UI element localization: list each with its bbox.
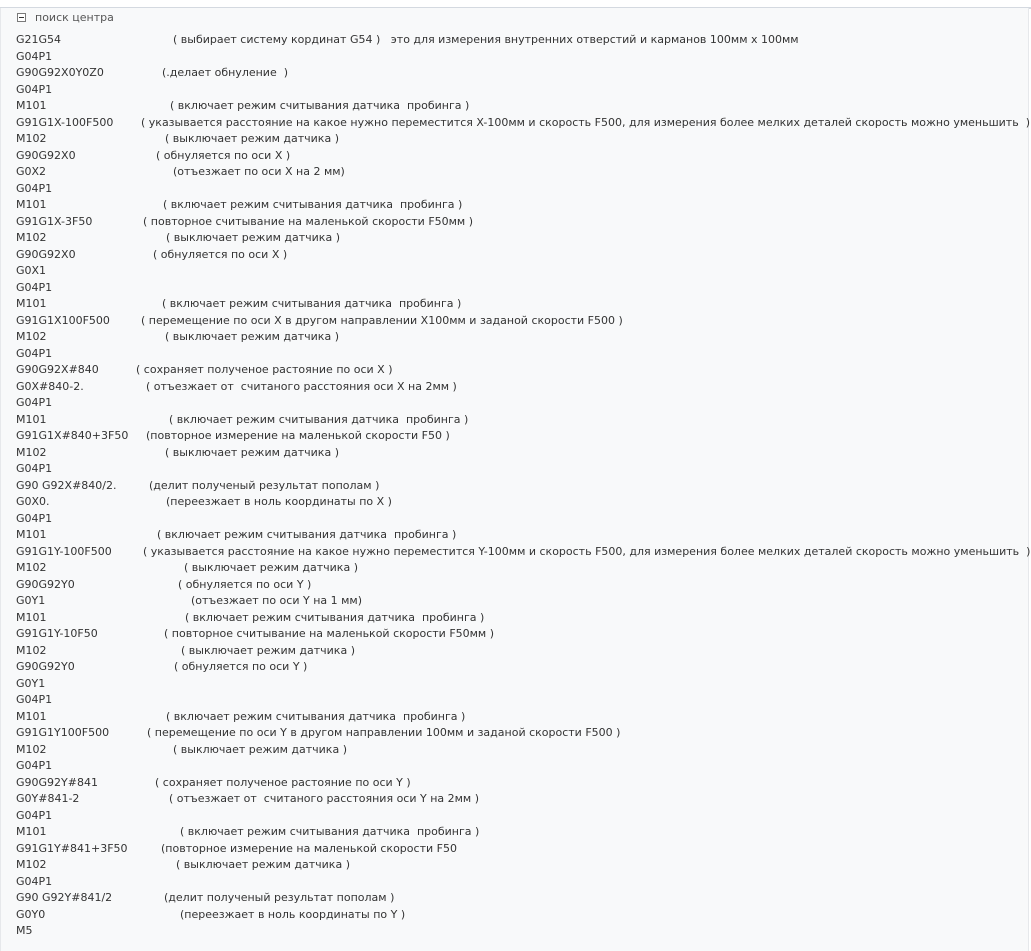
- code-line: [16, 49, 1021, 66]
- gcode-comment: ( обнуляется по оси Х ): [156, 148, 291, 162]
- gcode-command: G91G1X-100F500: [16, 115, 114, 129]
- gcode-command: M101: [16, 412, 47, 426]
- code-line: [16, 296, 1021, 313]
- code-line: [16, 346, 1021, 363]
- code-line: [16, 395, 1021, 412]
- gcode-comment: ( выключает режим датчика ): [173, 742, 347, 756]
- gcode-command: G90G92Y0: [16, 660, 75, 673]
- gcode-command: G0X2: [16, 165, 47, 178]
- code-line: [16, 230, 1021, 247]
- gcode-comment: ( отъезжает от считаного расстояния оси Y на 2мм ): [169, 792, 480, 805]
- gcode-comment: ( отъезжает от считаного расстояния оси Х на 2мм ): [146, 379, 457, 393]
- gcode-comment: (переезжает в ноль координаты по Х ): [166, 495, 392, 508]
- code-line: [16, 593, 1021, 610]
- code-line: [16, 923, 1021, 940]
- code-line: [16, 428, 1021, 445]
- gcode-comment: ( включает режим считывания датчика пробинга ): [163, 198, 463, 211]
- gcode-command: G0Y#841-2: [16, 792, 80, 805]
- gcode-command: G90G92X0: [16, 247, 76, 261]
- spoiler-header[interactable]: [17, 10, 114, 24]
- gcode-comment: (отъезжает по оси Y на 1 мм): [191, 594, 363, 607]
- gcode-comment: ( выбирает систему кординат G54 ) это для измерения внутренних отверстий и карманов 100мм х 100мм: [173, 33, 799, 46]
- code-line: [16, 659, 1021, 676]
- code-line: [16, 65, 1021, 82]
- gcode-comment: (.делает обнуление ): [162, 66, 289, 79]
- gcode-comment: ( обнуляется по оси Y ): [174, 660, 308, 673]
- code-line: [16, 494, 1021, 511]
- code-line: [16, 626, 1021, 643]
- gcode-command: G04P1: [16, 396, 53, 409]
- gcode-command: M102: [16, 445, 47, 459]
- gcode-comment: ( включает режим считывания датчика пробинга ): [170, 99, 470, 112]
- code-line: [16, 98, 1021, 115]
- code-line: [16, 874, 1021, 891]
- gcode-comment: (отъезжает по оси Х на 2 мм): [173, 165, 345, 178]
- gcode-listing: [16, 32, 1031, 940]
- gcode-comment: ( указывается расстояние на какое нужно переместится Y-100мм и скорость F500, для измерения более мелких деталей скорость можно уменьшить ): [143, 544, 1031, 558]
- code-line: [16, 263, 1021, 280]
- gcode-command: G91G1X-3F50: [16, 214, 93, 228]
- gcode-command: M101: [16, 99, 47, 112]
- gcode-command: G90 G92Y#841/2: [16, 891, 113, 904]
- gcode-command: G91G1X100F500: [16, 313, 110, 327]
- code-line: [16, 725, 1021, 742]
- code-line: [16, 791, 1021, 808]
- code-line: [16, 329, 1021, 346]
- code-line: [16, 148, 1021, 165]
- gcode-command: G90G92Y#841: [16, 775, 98, 789]
- code-line: [16, 511, 1021, 528]
- code-line: [16, 907, 1021, 924]
- code-line: [16, 544, 1031, 561]
- gcode-command: M101: [16, 297, 47, 310]
- gcode-command: G0Y1: [16, 676, 46, 690]
- code-line: [16, 461, 1021, 478]
- code-line: [16, 709, 1021, 726]
- gcode-command: G90G92Y0: [16, 577, 75, 591]
- code-line: [16, 824, 1021, 841]
- gcode-command: G90 G92X#840/2.: [16, 478, 117, 492]
- gcode-command: M101: [16, 825, 47, 838]
- gcode-comment: ( повторное считывание на маленькой скорости F50мм ): [143, 214, 474, 228]
- gcode-command: M101: [16, 709, 47, 723]
- gcode-comment: (делит полученый результат пополам ): [164, 891, 395, 904]
- code-line: [16, 82, 1021, 99]
- gcode-comment: ( включает режим считывания датчика пробинга ): [162, 297, 462, 310]
- gcode-command: M5: [16, 924, 33, 937]
- gcode-comment: ( выключает режим датчика ): [181, 643, 355, 657]
- gcode-comment: ( выключает режим датчика ): [176, 858, 350, 871]
- code-line: [16, 313, 1021, 330]
- code-line: [16, 32, 1021, 49]
- gcode-comment: ( включает режим считывания датчика пробинга ): [169, 412, 469, 426]
- gcode-command: G0X1: [16, 264, 47, 277]
- code-line: [16, 412, 1021, 429]
- gcode-comment: ( включает режим считывания датчика пробинга ): [157, 528, 457, 541]
- code-line: [16, 742, 1021, 759]
- gcode-command: G91G1Y100F500: [16, 726, 110, 739]
- gcode-command: G04P1: [16, 511, 53, 525]
- gcode-comment: ( сохраняет полученое растояние по оси Y ): [155, 775, 411, 789]
- code-line: [16, 890, 1021, 907]
- code-line: [16, 280, 1021, 297]
- gcode-command: M102: [16, 742, 47, 756]
- gcode-command: G90G92X#840: [16, 363, 99, 376]
- code-line: [16, 560, 1021, 577]
- gcode-command: G04P1: [16, 759, 53, 772]
- code-line: [16, 247, 1021, 264]
- gcode-command: G04P1: [16, 280, 53, 294]
- gcode-command: G91G1Y#841+3F50: [16, 841, 128, 855]
- gcode-comment: ( выключает режим датчика ): [165, 445, 339, 459]
- gcode-comment: ( перемещение по оси Х в другом направлении Х100мм и заданой скорости F500 ): [141, 313, 623, 327]
- code-line: [16, 181, 1021, 198]
- gcode-command: G0Y1: [16, 594, 46, 607]
- gcode-command: G04P1: [16, 82, 53, 96]
- gcode-command: M101: [16, 528, 47, 541]
- gcode-comment: ( перемещение по оси Y в другом направлении 100мм и заданой скорости F500 ): [147, 726, 621, 739]
- gcode-command: G04P1: [16, 808, 53, 822]
- gcode-command: M102: [16, 330, 47, 343]
- gcode-command: G21G54: [16, 33, 62, 46]
- code-line: [16, 197, 1021, 214]
- code-line: [16, 610, 1021, 627]
- gcode-comment: ( включает режим считывания датчика пробинга ): [166, 709, 466, 723]
- gcode-command: G91G1X#840+3F50: [16, 429, 129, 442]
- gcode-command: G04P1: [16, 181, 53, 195]
- gcode-command: M102: [16, 643, 47, 657]
- gcode-command: M101: [16, 610, 47, 624]
- gcode-command: M102: [16, 231, 47, 244]
- gcode-command: G91G1Y-10F50: [16, 627, 98, 640]
- gcode-command: G04P1: [16, 49, 53, 63]
- code-line: [16, 445, 1021, 462]
- gcode-comment: ( выключает режим датчика ): [166, 231, 340, 244]
- code-line: [16, 577, 1021, 594]
- gcode-command: G04P1: [16, 874, 53, 888]
- code-line: [16, 131, 1021, 148]
- gcode-comment: (повторное измерение на маленькой скорости F50: [161, 841, 457, 855]
- code-line: [16, 676, 1021, 693]
- gcode-command: M102: [16, 858, 47, 871]
- gcode-comment: ( повторное считывание на маленькой скорости F50мм ): [164, 627, 495, 640]
- gcode-command: M102: [16, 132, 47, 145]
- gcode-comment: ( включает режим считывания датчика пробинга ): [180, 825, 480, 838]
- code-line: [16, 379, 1021, 396]
- gcode-command: G90G92X0Y0Z0: [16, 66, 104, 79]
- code-line: [16, 214, 1021, 231]
- code-line: [16, 478, 1021, 495]
- code-line: [16, 115, 1030, 132]
- gcode-command: G04P1: [16, 462, 53, 475]
- gcode-command: G04P1: [16, 693, 53, 706]
- gcode-comment: ( обнуляется по оси Y ): [178, 577, 312, 591]
- gcode-comment: ( указывается расстояние на какое нужно переместится X-100мм и скорость F500, для измерения более мелких деталей скорость можно уменьшить ): [141, 115, 1030, 129]
- gcode-comment: ( выключает режим датчика ): [165, 132, 339, 145]
- code-line: [16, 362, 1021, 379]
- gcode-comment: ( включает режим считывания датчика пробинга ): [185, 610, 485, 624]
- gcode-command: M101: [16, 198, 47, 211]
- gcode-command: G0X#840-2.: [16, 379, 84, 393]
- code-line: [16, 164, 1021, 181]
- gcode-comment: ( выключает режим датчика ): [184, 561, 358, 574]
- code-line: [16, 758, 1021, 775]
- gcode-comment: ( обнуляется по оси Х ): [153, 247, 288, 261]
- gcode-comment: ( выключает режим датчика ): [165, 330, 339, 343]
- code-line: [16, 527, 1021, 544]
- gcode-comment: (повторное измерение на маленькой скорости F50 ): [146, 429, 450, 442]
- gcode-comment: (переезжает в ноль координаты по Y ): [180, 907, 406, 921]
- gcode-command: G90G92X0: [16, 148, 76, 162]
- code-line: [16, 808, 1021, 825]
- code-line: [16, 643, 1021, 660]
- gcode-comment: (делит полученый результат пополам ): [149, 478, 380, 492]
- code-line: [16, 775, 1021, 792]
- code-line: [16, 841, 1021, 858]
- gcode-command: G0Y0: [16, 907, 46, 921]
- code-line: [16, 692, 1021, 709]
- gcode-command: G91G1Y-100F500: [16, 544, 112, 558]
- gcode-command: G0X0.: [16, 495, 50, 508]
- spoiler-title: поиск центра: [35, 10, 114, 24]
- gcode-comment: ( сохраняет полученое растояние по оси Х ): [136, 363, 393, 376]
- code-line: [16, 857, 1021, 874]
- collapse-icon[interactable]: [17, 13, 26, 22]
- gcode-command: M102: [16, 561, 47, 574]
- gcode-command: G04P1: [16, 346, 53, 360]
